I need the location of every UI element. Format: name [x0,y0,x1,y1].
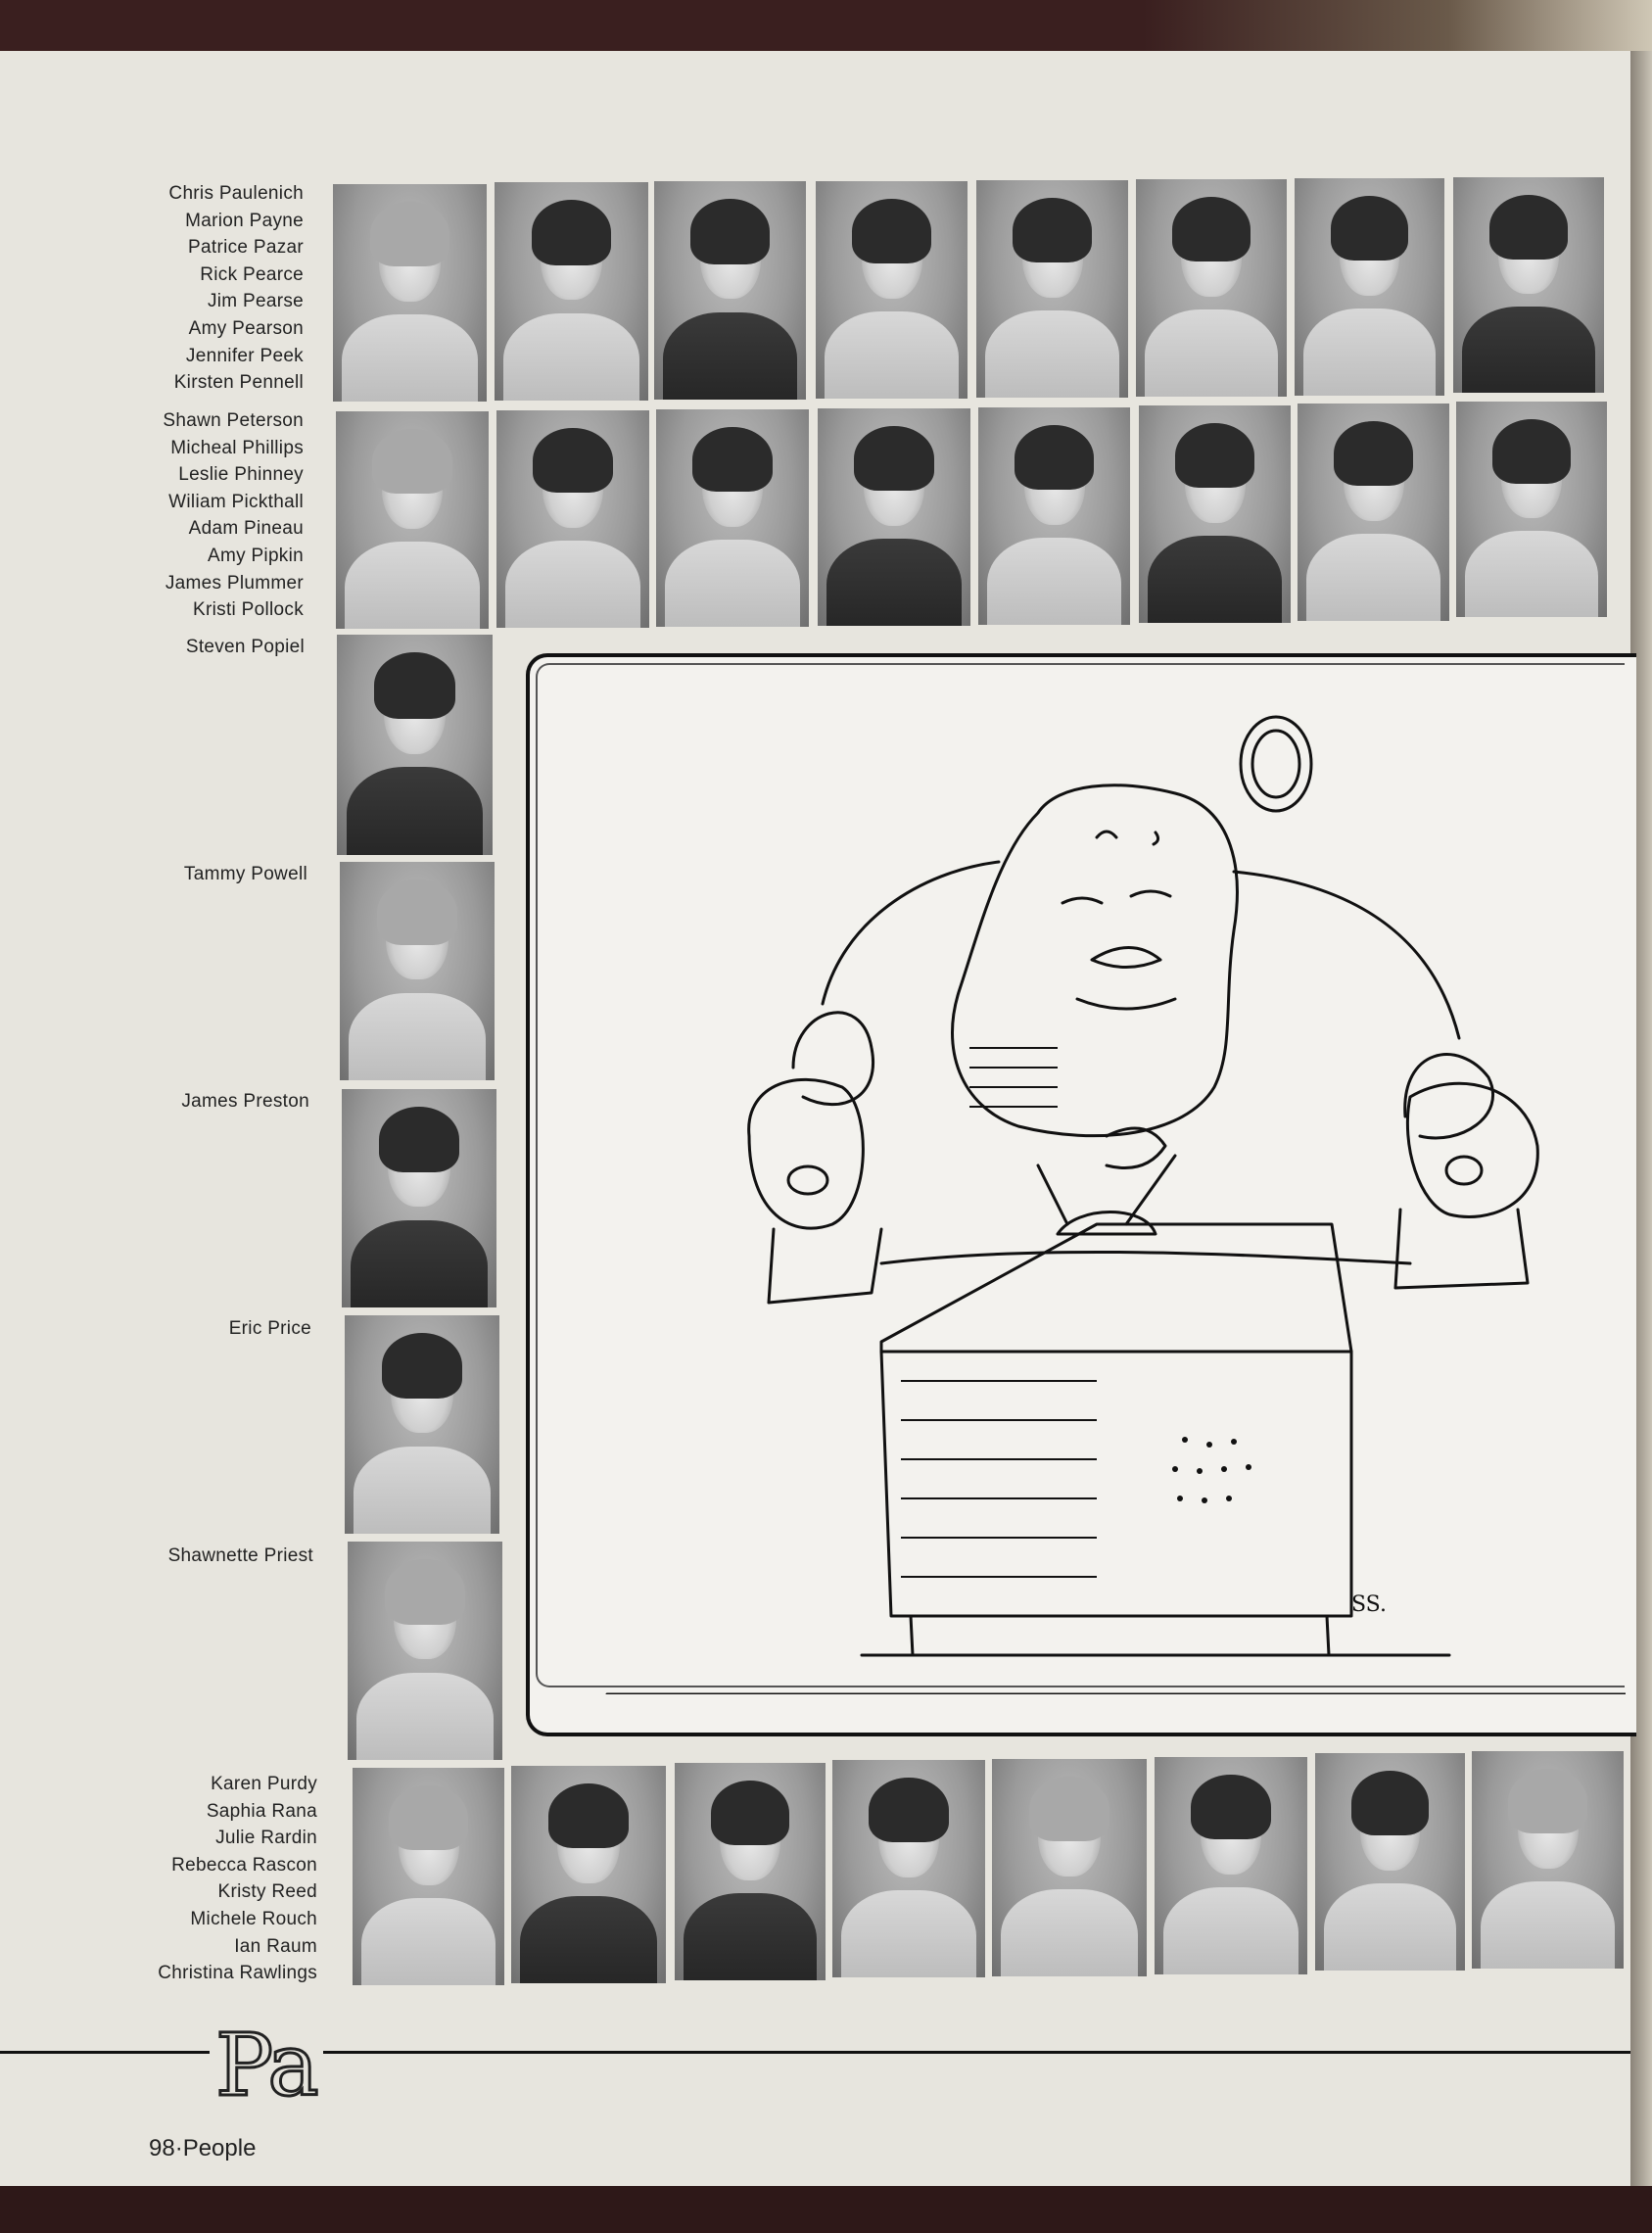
student-portrait [345,1315,499,1534]
section-letters-logo: Pa [210,2025,323,2106]
student-portrait [511,1766,666,1983]
student-portrait [337,635,493,855]
student-name: Marion Payne [185,210,304,231]
student-name: Leslie Phinney [178,464,304,486]
row1-name-list [59,180,304,397]
student-name: Jim Pearse [207,291,304,312]
student-portrait [1155,1757,1307,1974]
student-name: Julie Rardin [215,1828,317,1849]
student-portrait [656,409,809,627]
student-name: Amy Pearson [188,317,304,339]
student-portrait [1298,404,1449,621]
student-portrait [342,1089,496,1307]
cartoon-signature: SS. [1351,1592,1387,1617]
student-portrait [1453,177,1604,393]
student-name: Saphia Rana [206,1800,317,1822]
page-bottom-edge [0,2186,1652,2233]
student-portrait [976,180,1128,398]
row3-name-list [71,1771,317,1987]
student-portrait [353,1768,504,1985]
student-name: Michele Rouch [190,1908,317,1929]
student-name: Amy Pipkin [207,545,304,566]
page-top-edge [0,0,1652,53]
student-name: Rick Pearce [200,263,304,285]
student-name: Micheal Phillips [170,437,304,458]
student-portrait [1472,1751,1624,1969]
student-name: Eric Price [228,1318,311,1339]
student-portrait [818,408,970,626]
student-portrait [340,862,495,1080]
student-portrait [978,407,1130,625]
student-name: Jennifer Peek [185,345,304,366]
student-portrait [1456,402,1607,617]
student-name: Kirsten Pennell [173,372,304,394]
student-name: Kristy Reed [217,1881,317,1903]
row2-name-list [59,407,304,624]
student-portrait [1136,179,1287,397]
student-portrait [336,411,489,629]
student-portrait [496,410,649,628]
student-name: Shawn Peterson [163,410,304,431]
student-name: Ian Raum [234,1935,317,1957]
student-name: Steven Popiel [185,637,305,657]
student-portrait [1315,1753,1465,1971]
student-name: Tammy Powell [183,864,307,884]
student-name: Chris Paulenich [168,183,304,204]
student-name: Christina Rawlings [158,1963,317,1984]
student-name: Shawnette Priest [167,1545,313,1566]
couch-potato-cartoon [548,676,1626,1694]
student-portrait [1295,178,1444,396]
student-name: Rebecca Rascon [171,1854,317,1876]
student-portrait [348,1542,502,1760]
student-portrait [816,181,968,399]
page-folio: 98·People [149,2135,257,2162]
student-portrait [654,181,806,400]
student-name: Patrice Pazar [188,237,304,259]
student-portrait [992,1759,1147,1976]
student-portrait [675,1763,826,1980]
student-name: James Preston [181,1091,309,1112]
student-name: Karen Purdy [211,1774,317,1794]
student-portrait [495,182,648,401]
student-name: Wiliam Pickthall [168,491,304,512]
student-portrait [333,184,487,402]
student-portrait [1139,405,1291,623]
student-name: Kristi Pollock [193,599,304,621]
student-portrait [832,1760,985,1977]
student-name: Adam Pineau [188,518,304,540]
student-name: James Plummer [165,572,304,594]
